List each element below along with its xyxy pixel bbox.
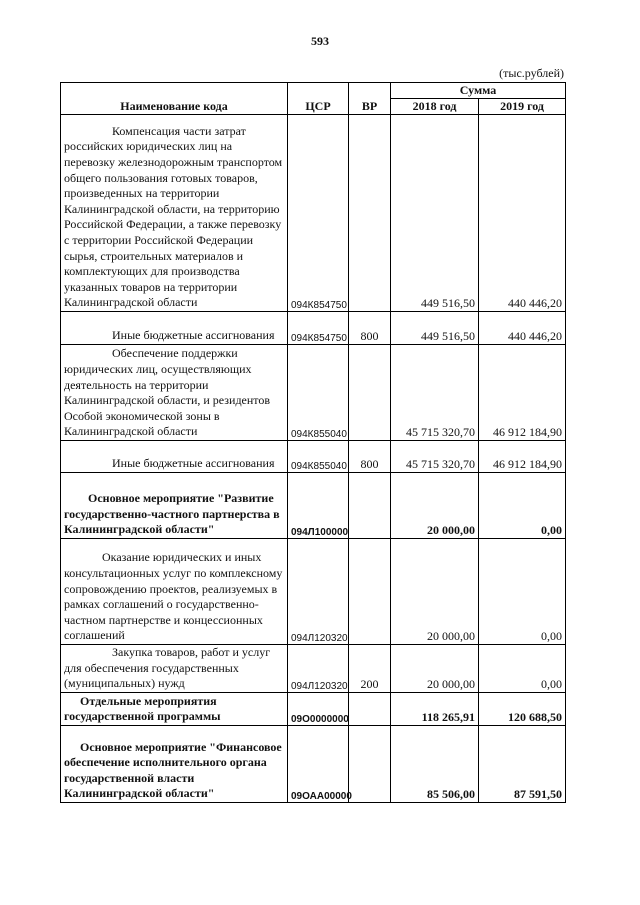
row-vr: 200 — [349, 645, 391, 693]
row-csr: 094Л100000 — [288, 473, 349, 539]
row-vr — [349, 473, 391, 539]
header-csr: ЦСР — [288, 83, 349, 115]
row-2019: 0,00 — [479, 539, 566, 645]
row-2018: 449 516,50 — [391, 312, 479, 345]
row-name: Основное мероприятие "Финансовое обеспечение исполнительного органа государственной власти Калининградской области" — [61, 726, 288, 803]
row-2018: 85 506,00 — [391, 726, 479, 803]
row-2019: 0,00 — [479, 645, 566, 693]
row-2019: 0,00 — [479, 473, 566, 539]
table-row — [61, 345, 566, 441]
row-csr: 09ОАА00000 — [288, 726, 349, 803]
row-name: Оказание юридических и иных консультационных услуг по комплексному сопровождению проектов, реализуемых в рамках соглашений о государственно-частном партнерстве и концессионных соглашений — [61, 539, 288, 645]
row-csr: 094Л120320 — [288, 539, 349, 645]
row-2018: 20 000,00 — [391, 539, 479, 645]
row-2019: 46 912 184,90 — [479, 345, 566, 441]
header-row-top — [61, 83, 566, 99]
row-name: Иные бюджетные ассигнования — [61, 312, 288, 345]
row-2018: 45 715 320,70 — [391, 345, 479, 441]
row-2018: 20 000,00 — [391, 645, 479, 693]
row-name: Закупка товаров, работ и услуг для обеспечения государственных (муниципальных) нужд — [61, 645, 288, 693]
row-2019: 87 591,50 — [479, 726, 566, 803]
unit-note: (тыс.рублей) — [499, 66, 564, 80]
row-name: Отдельные мероприятия государственной программы — [61, 693, 288, 726]
table-row — [61, 441, 566, 473]
table-row — [61, 539, 566, 645]
header-vr: ВР — [349, 83, 391, 115]
row-2019: 120 688,50 — [479, 693, 566, 726]
row-vr — [349, 726, 391, 803]
row-2019: 440 446,20 — [479, 312, 566, 345]
row-csr: 094К855040 — [288, 345, 349, 441]
table-row — [61, 473, 566, 539]
header-year-2019: 2019 год — [479, 99, 566, 115]
page-number: 593 — [311, 34, 329, 48]
table-row — [61, 115, 566, 312]
row-vr — [349, 693, 391, 726]
row-vr — [349, 539, 391, 645]
table-row — [61, 645, 566, 693]
row-csr: 094Л120320 — [288, 645, 349, 693]
row-vr: 800 — [349, 312, 391, 345]
row-name: Обеспечение поддержки юридических лиц, осуществляющих деятельность на территории Калининградской области, и резидентов Особой экономической зоны в Калининградской области — [61, 345, 288, 441]
row-csr: 09О0000000 — [288, 693, 349, 726]
row-2019: 440 446,20 — [479, 115, 566, 312]
row-csr: 094К854750 — [288, 115, 349, 312]
table-row — [61, 693, 566, 726]
row-2018: 118 265,91 — [391, 693, 479, 726]
row-csr: 094К855040 — [288, 441, 349, 473]
row-name: Иные бюджетные ассигнования — [61, 441, 288, 473]
table-row — [61, 726, 566, 803]
budget-table — [60, 82, 566, 803]
row-2018: 449 516,50 — [391, 115, 479, 312]
row-2019: 46 912 184,90 — [479, 441, 566, 473]
row-csr: 094К854750 — [288, 312, 349, 345]
row-2018: 20 000,00 — [391, 473, 479, 539]
row-vr — [349, 115, 391, 312]
row-vr: 800 — [349, 441, 391, 473]
row-name: Компенсация части затрат российских юридических лиц на перевозку железнодорожным транспортом общего пользования готовых товаров, произведенных на территории Калининградской области, на территорию Российской Федерации, а также перевозку с территории Российской Федерации сырья, строительных материалов и комплектующих для производства указанных товаров на территории Калининградской области — [61, 115, 288, 312]
header-year-2018: 2018 год — [391, 99, 479, 115]
row-vr — [349, 345, 391, 441]
table-row — [61, 312, 566, 345]
header-sum: Сумма — [391, 83, 566, 99]
row-name: Основное мероприятие "Развитие государственно-частного партнерства в Калининградской области" — [61, 473, 288, 539]
row-2018: 45 715 320,70 — [391, 441, 479, 473]
header-name: Наименование кода — [61, 83, 288, 115]
